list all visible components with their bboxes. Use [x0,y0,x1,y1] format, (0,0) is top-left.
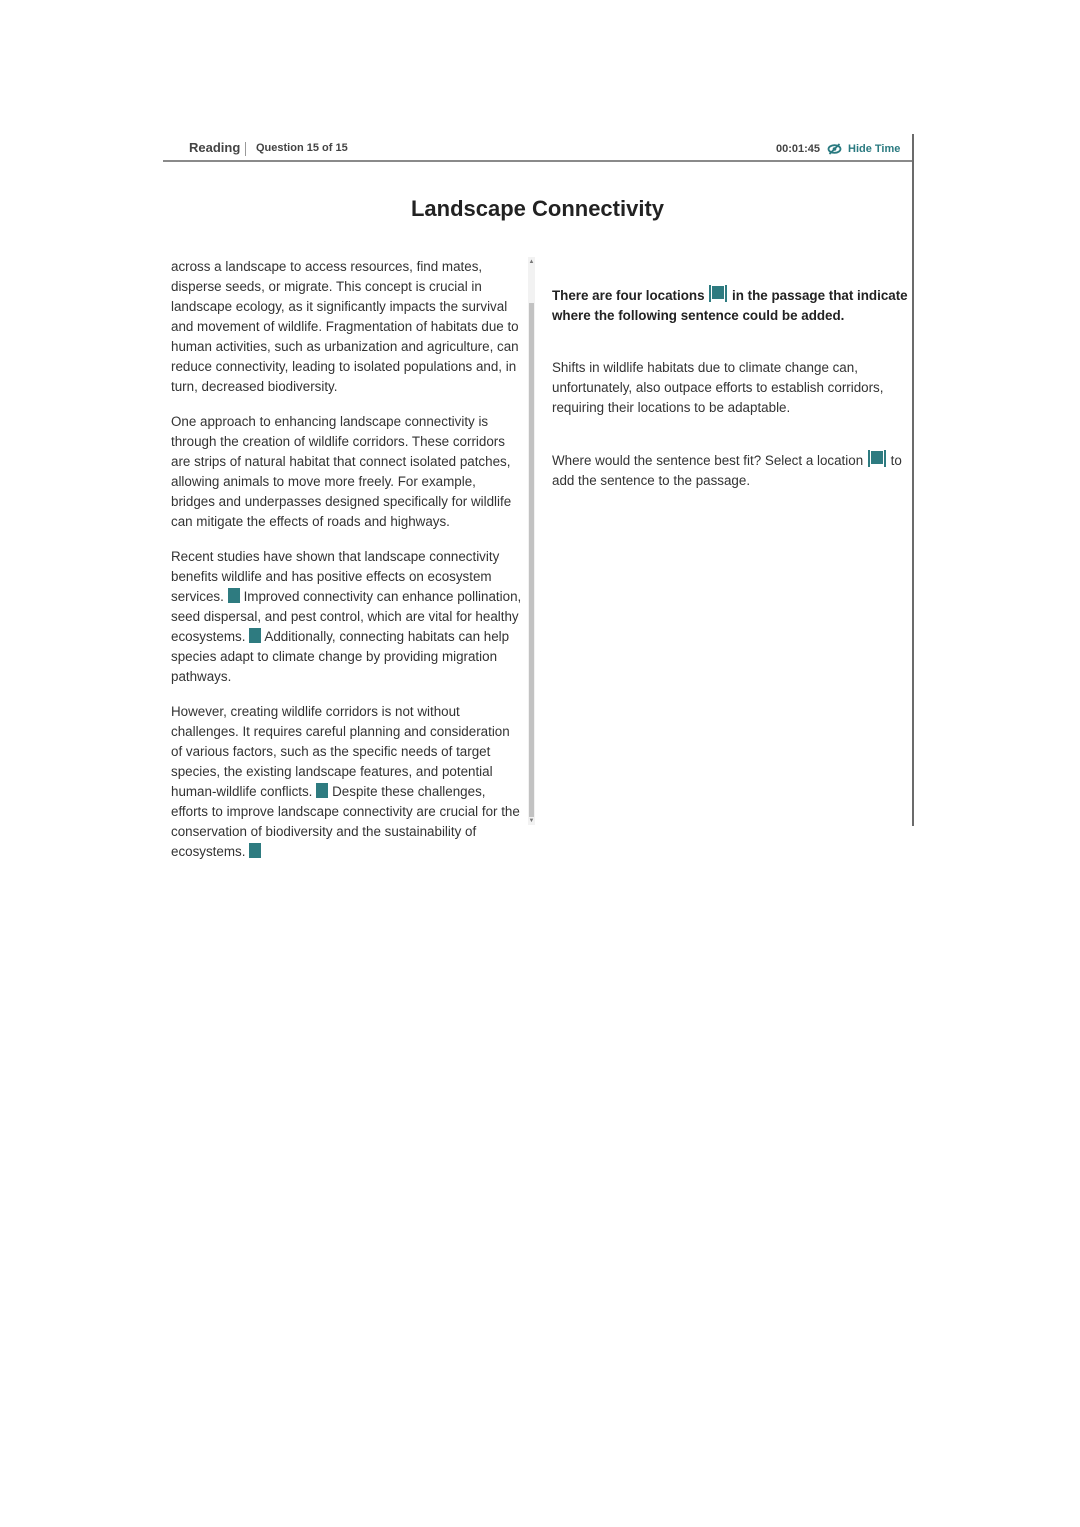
insertion-marker-icon [868,450,886,467]
passage-sentence: Despite these challenges, efforts to improve landscape connectivity are crucial for the conservation of biodiversity and the sustainability of ecosystems. [171,784,520,859]
header-divider [245,142,246,156]
passage-paragraph-2: One approach to enhancing landscape connectivity is through the creation of wildlife corridors. These corridors are strips of natural habitat that connect isolated patches, allowing animals to move more freely. For example, bridges and underpasses designed specifically for wildlife can mitigate the effects of roads and highways. [171,414,512,529]
insertion-square-2[interactable] [249,628,261,643]
passage-paragraph-4 [171,702,523,862]
hide-time-label: Hide Time [848,143,901,155]
hide-time-button[interactable] [827,140,900,158]
passage-title: Landscape Connectivity [410,196,665,221]
passage-paragraph-1: across a landscape to access resources, find mates, disperse seeds, or migrate. This concept is crucial in landscape ecology, as it significantly impacts the survival and movement of wildlife. Fragmentation of habitats due to human activities, such as urbanization and agriculture, can reduce connectivity, leading to isolated populations and, in turn, decreased biodiversity. [171,259,519,394]
scrollbar-thumb[interactable] [529,303,534,817]
scroll-up-arrow-icon[interactable]: ▲ [528,259,535,265]
passage-paragraph-3 [171,547,523,687]
scroll-down-arrow-icon[interactable]: ▼ [528,818,535,824]
instruction-text: to add the sentence to the passage. [552,453,902,488]
passage-sentence: However, creating wildlife corridors is not without challenges. It requires careful planning and consideration of various factors, such as the specific needs of target species, the existing landscape features, and potential human-wildlife conflicts. [171,704,510,799]
passage-sentence: Improved connectivity can enhance pollination, seed dispersal, and pest control, which are vital for healthy ecosystems. [171,589,522,644]
passage-scrollbar[interactable] [528,257,535,825]
section-name: Reading [189,140,241,155]
insertion-square-3[interactable] [316,783,328,798]
eye-slash-icon [827,143,842,155]
insertion-square-4[interactable] [249,843,261,858]
question-panel [552,285,912,491]
passage-sentence: Additionally, connecting habitats can help species adapt to climate change by providing migration pathways. [171,629,510,684]
passage-sentence: Recent studies have shown that landscape connectivity benefits wildlife and has positive effects on ecosystem services. [171,549,500,604]
prompt-text: There are four locations [552,288,705,303]
insertion-marker-icon [709,285,727,302]
prompt-text: in the passage that indicate where the following sentence could be added. [552,288,908,323]
sentence-to-insert[interactable]: Shifts in wildlife habitats due to climate change can, unfortunately, also outpace efforts to establish corridors, requiring their locations to be adaptable. [552,360,884,415]
insertion-square-1[interactable] [228,588,240,603]
top-bar [163,134,912,162]
question-instruction [552,450,912,491]
timer: 00:01:45 [776,143,821,155]
reading-passage [171,257,523,877]
instruction-text: Where would the sentence best fit? Select a location [552,453,864,468]
test-window [163,134,914,859]
question-counter: Question 15 of 15 [256,142,348,154]
question-prompt [552,285,912,326]
